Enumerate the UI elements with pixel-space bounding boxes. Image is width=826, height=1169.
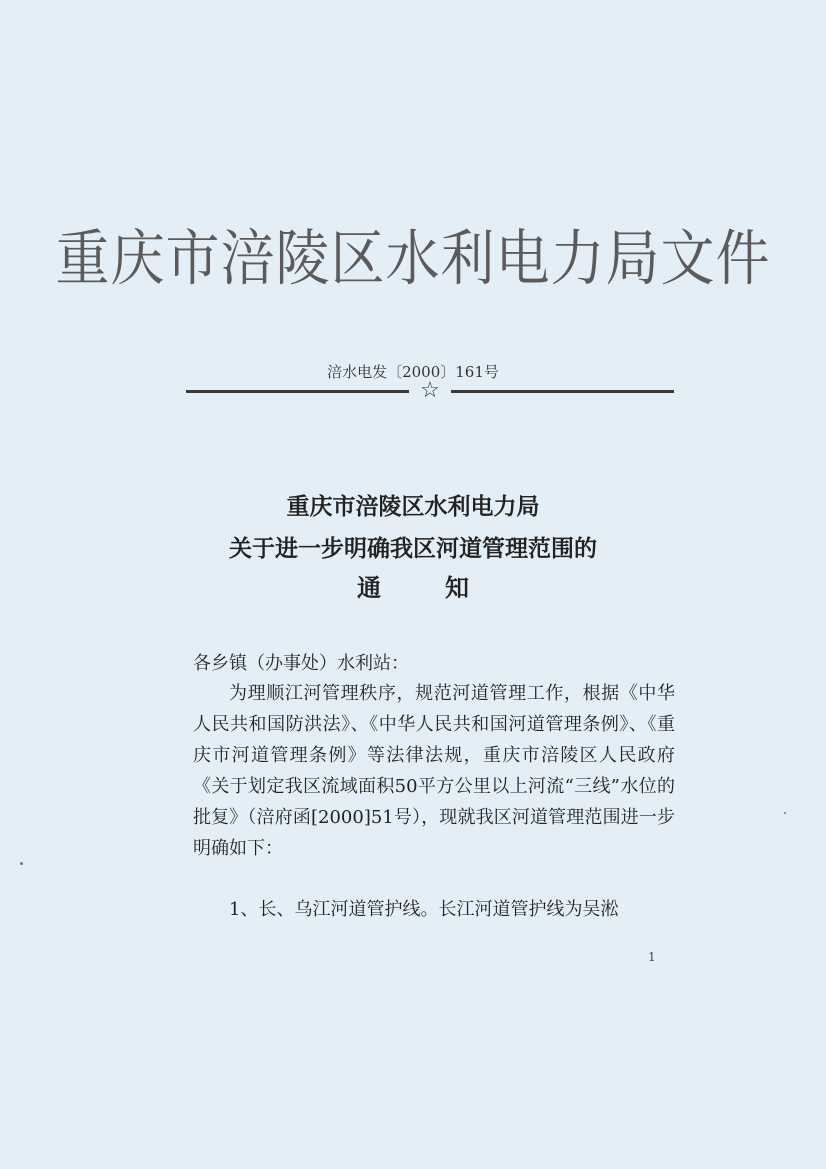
notice-title-char-1: 通 bbox=[357, 574, 381, 602]
salutation: 各乡镇（办事处）水利站： bbox=[193, 653, 409, 674]
scan-speck bbox=[20, 862, 23, 865]
notice-title-line3 bbox=[0, 568, 826, 603]
notice-title-char-2: 知 bbox=[445, 574, 469, 602]
page-number: 1 bbox=[648, 950, 656, 964]
scan-speck bbox=[784, 812, 786, 814]
header-divider bbox=[186, 380, 674, 410]
divider-line-right bbox=[451, 390, 674, 393]
document-number: 涪水电发〔2000〕161号 bbox=[327, 363, 499, 381]
notice-title-line1: 重庆市涪陵区水利电力局 bbox=[286, 494, 540, 520]
star-icon: ☆ bbox=[420, 378, 440, 403]
divider-line-left bbox=[186, 390, 409, 393]
list-item: 1、长、乌江河道管护线。长江河道管护线为吴淞 bbox=[229, 899, 619, 920]
notice-title-line2: 关于进一步明确我区河道管理范围的 bbox=[229, 536, 597, 562]
body-paragraph: 为理顺江河管理秩序，规范河道管理工作，根据《中华人民共和国防洪法》、《中华人民共和国河道管理条例》、《重庆市河道管理条例》等法律法规，重庆市涪陵区人民政府《关于划定我区流域面积50平方公里以上河流“三线”水位的批复》（涪府函[2000]51号），现就我区河道管理范围进一步明确如下： bbox=[193, 683, 675, 859]
masthead-title: 重庆市涪陵区水利电力局文件 bbox=[55, 222, 771, 294]
